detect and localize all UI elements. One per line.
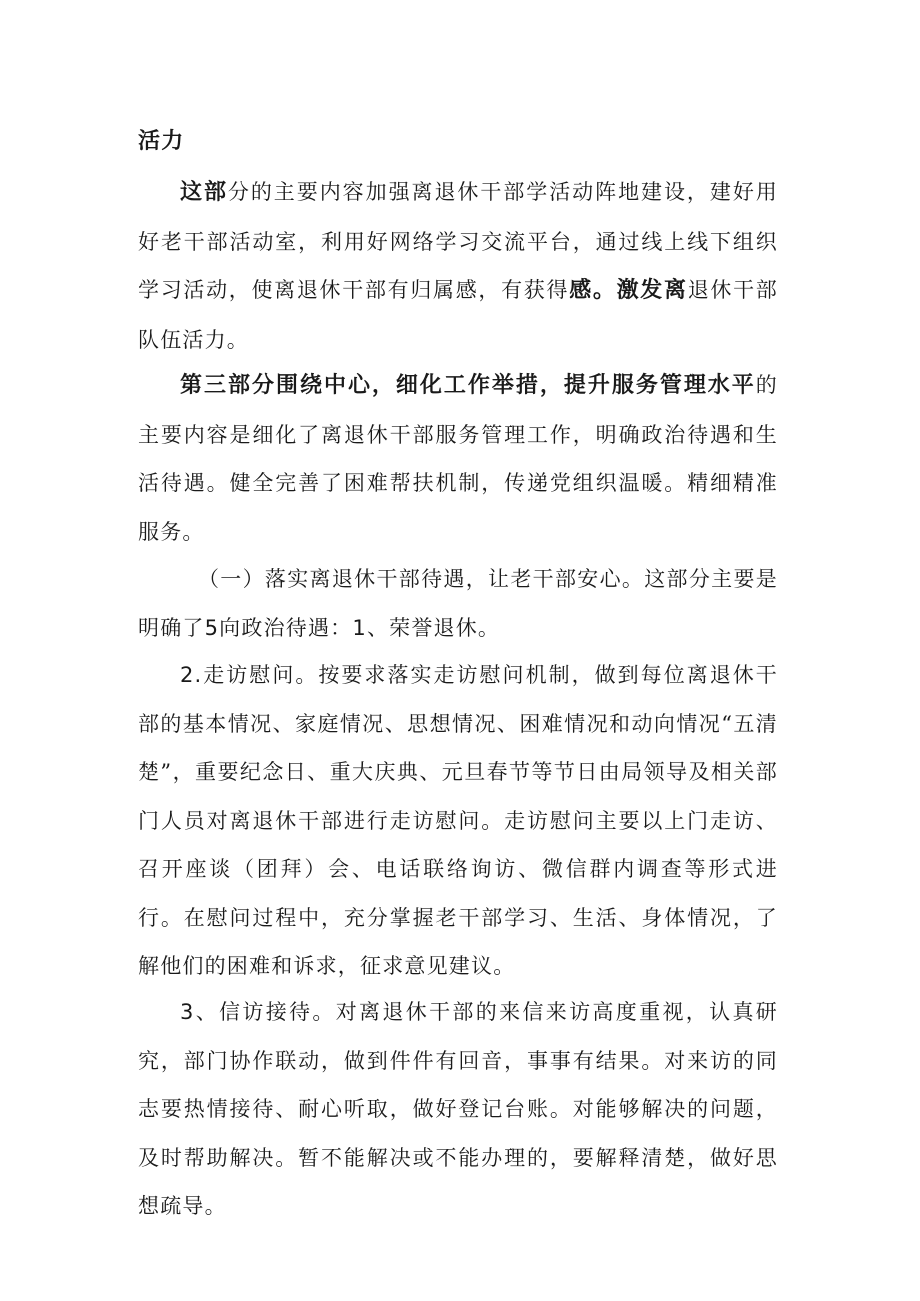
paragraph-petition	[138, 988, 778, 1231]
para2-text: 的主要内容是细化了离退休干部服务管理工作，明确政治待遇和生活待遇。健全完善了困难帮扶机制，传递党组织温暖。精细精准服务。	[138, 373, 778, 544]
paragraph-visits	[138, 651, 778, 991]
para3-number2: 1	[352, 615, 367, 640]
para1-emphasis: 感。激发离	[569, 278, 688, 303]
para5-number: 3	[180, 1000, 195, 1024]
paragraph-section-three-summary	[138, 361, 778, 556]
para1-lead: 这部	[180, 180, 228, 205]
heading-continuation	[138, 118, 778, 167]
paragraph-treatment-item-one	[138, 555, 778, 652]
para1-text1: 分的主要内容加强离退休干部学活动阵地建设，建好用好老干部活动室，利用好网络学习交流平台，通过线上线下组织学习活动，使离退休干部有归属感，有获得	[138, 180, 778, 302]
para3-text3: 、荣誉退休。	[366, 615, 501, 640]
section-three-title: 第三部分围绕中心，细化工作举措，提升服务管理水平	[180, 373, 756, 398]
para4-number: 2.	[180, 663, 203, 687]
para3-text2: 向政治待遇：	[219, 615, 353, 640]
para4-text: 走访慰问。按要求落实走访慰问机制，做到每位离退休干部的基本情况、家庭情况、思想情况、困难情况和动向情况“五清楚”，重要纪念日、重大庆典、元旦春节等节日由局领导及相关部门人员对离退休干部进行走访慰问。走访慰问主要以上门走访、召开座谈（团拜）会、电话联络询访、微信群内调查等形式进行。在慰问过程中，充分掌握老干部学习、生活、身体情况，了解他们的困难和诉求，征求意见建议。	[138, 663, 778, 978]
heading-tail-text: 活力	[138, 129, 185, 154]
para3-text1: （一）落实离退休干部待遇，让老干部安心。这部分主要是明确了	[138, 567, 778, 640]
para5-text: 、信访接待。对离退休干部的来信来访高度重视，认真研究，部门协作联动，做到件件有回音，事事有结果。对来访的同志要热情接待、耐心听取，做好登记台账。对能够解决的问题，及时帮助解决。暂不能解决或不能办理的，要解释清楚，做好思想疏导。	[138, 1000, 778, 1218]
para1-text2: 退休干部队伍活力。	[138, 278, 778, 352]
paragraph-section-two-summary	[138, 168, 778, 364]
para3-number: 5	[204, 615, 220, 640]
